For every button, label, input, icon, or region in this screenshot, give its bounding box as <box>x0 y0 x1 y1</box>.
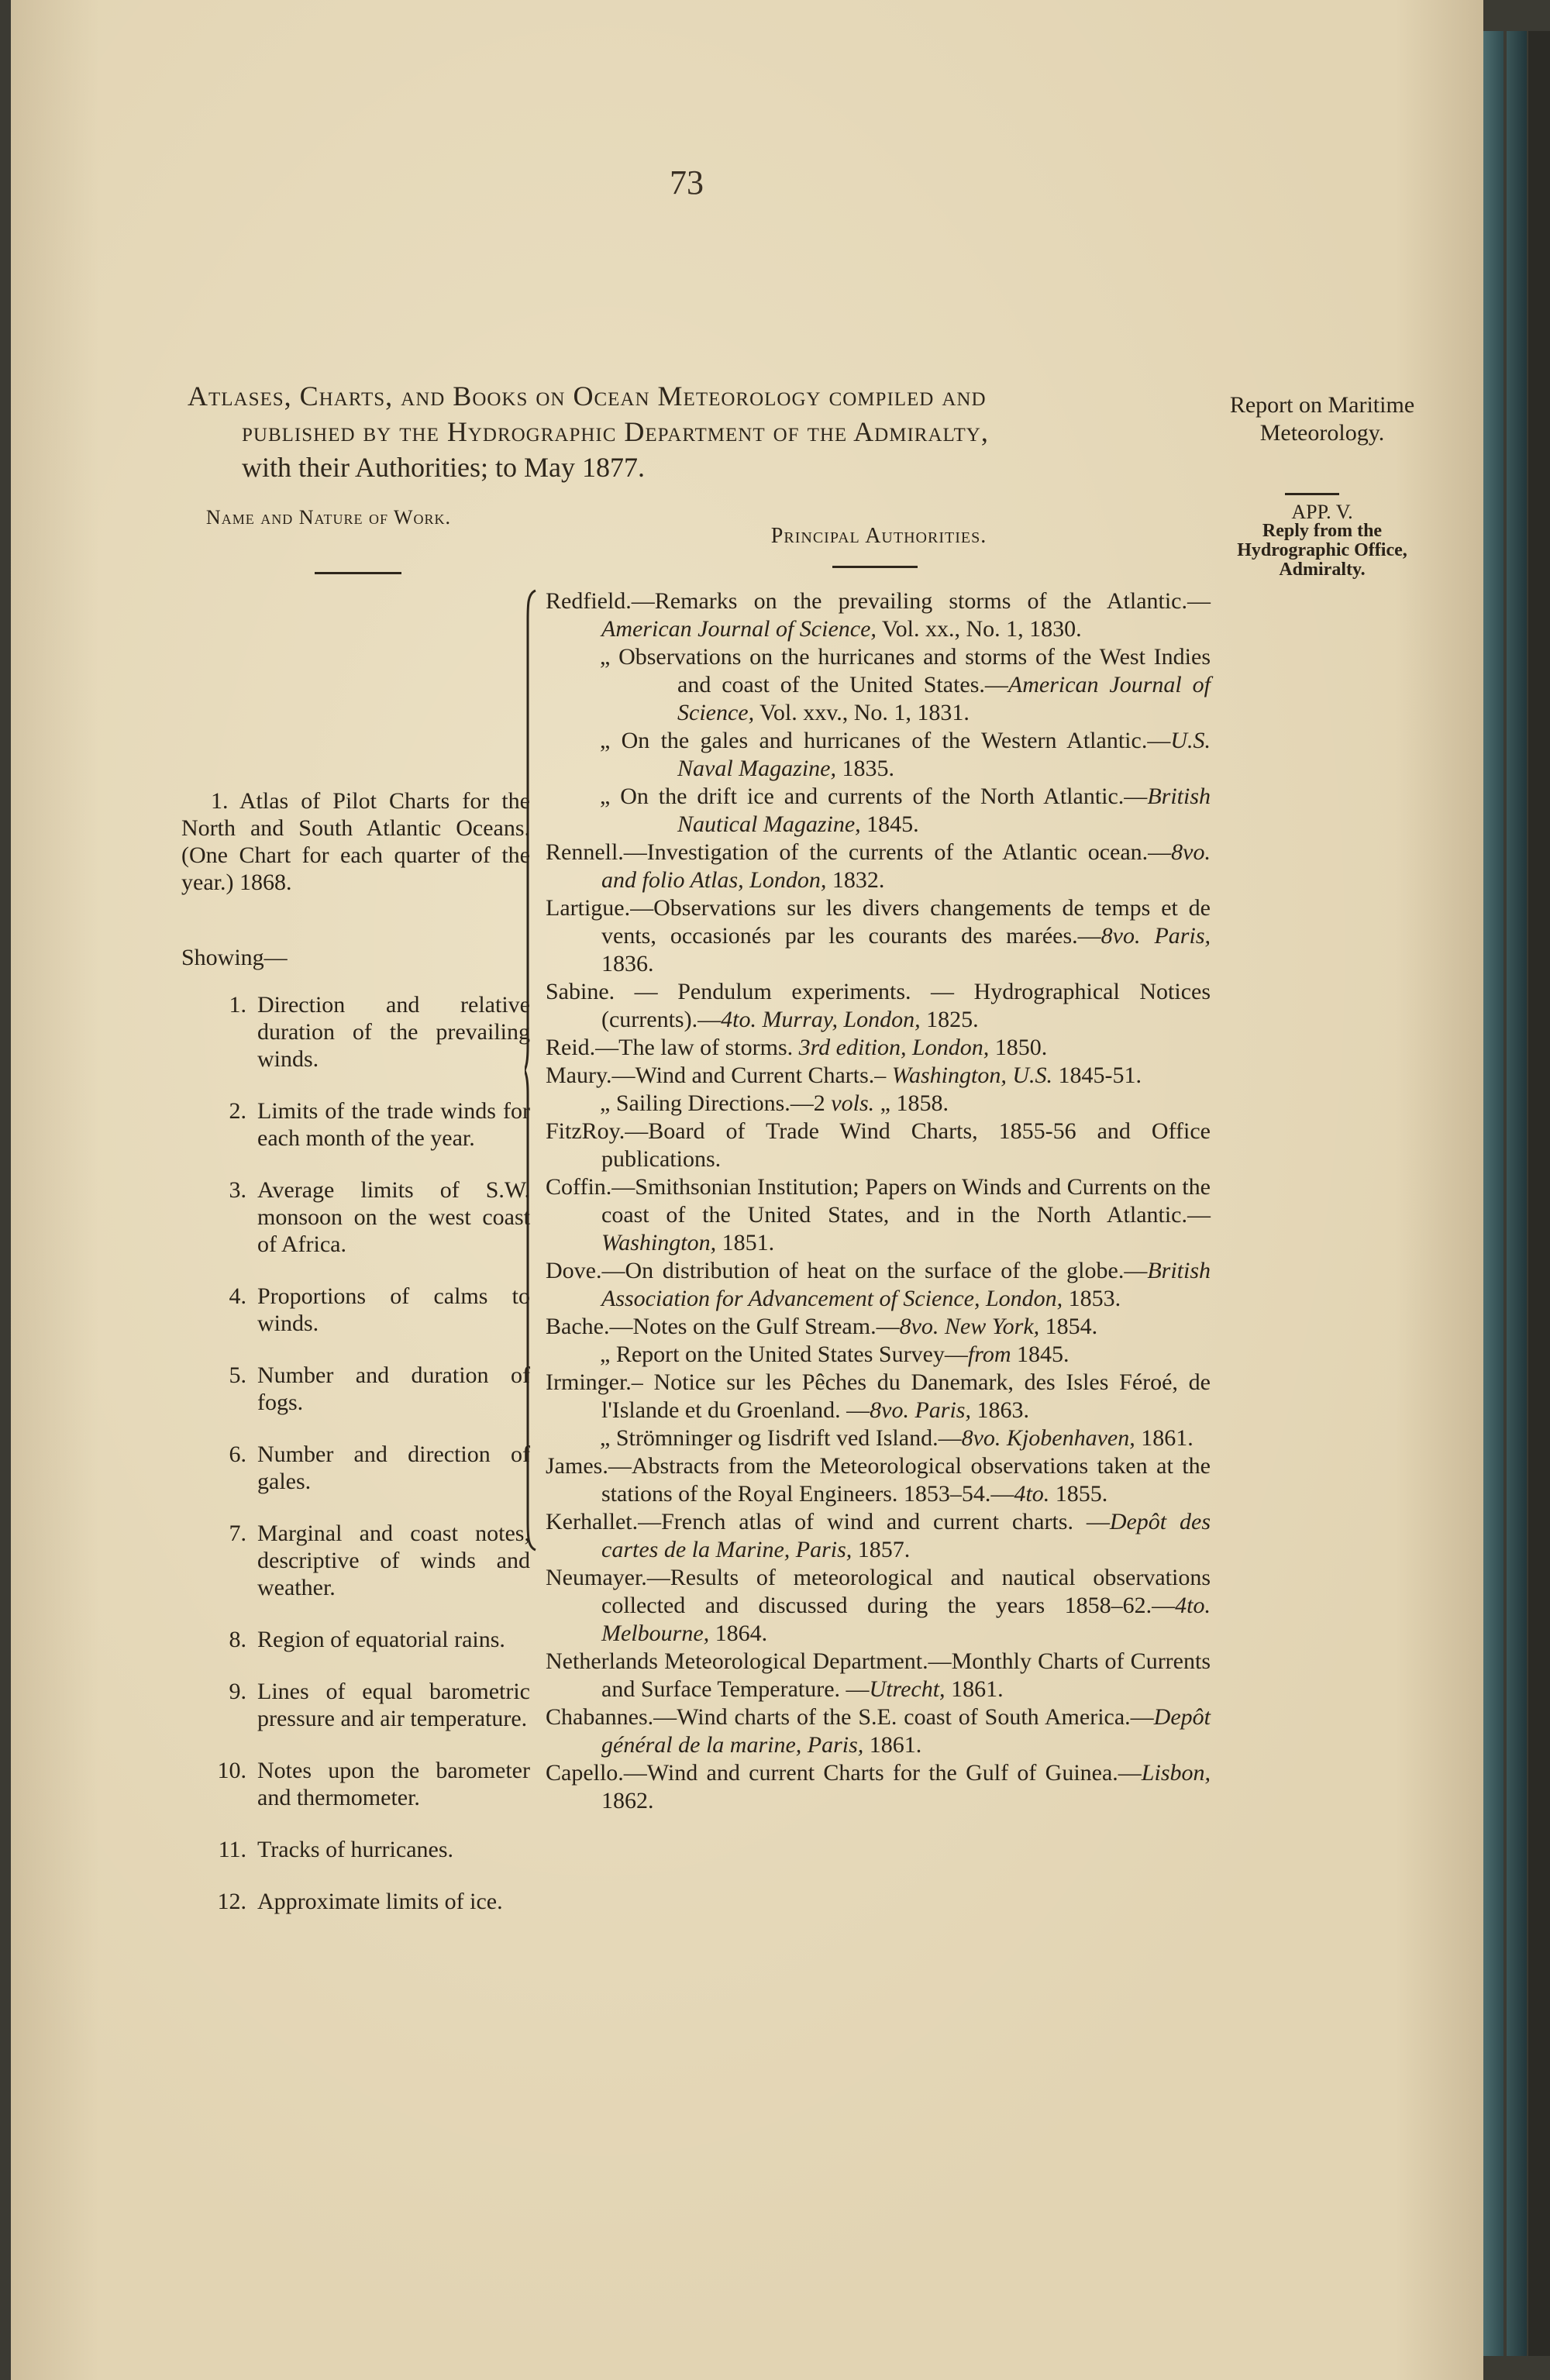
authority-text: Bache.—Notes on the Gulf Stream.— <box>546 1314 900 1339</box>
authority-entry <box>546 727 1211 783</box>
work-description: 1. Atlas of Pilot Charts for the North and South Atlantic Oceans. (One Chart for each quarter of the year.) 1868. <box>181 788 530 895</box>
authority-source: 8vo. New York, <box>899 1314 1040 1339</box>
authority-entry <box>546 839 1211 894</box>
authority-entry <box>546 783 1211 839</box>
authority-text: Kerhallet.—French atlas of wind and current charts. — <box>546 1509 1110 1534</box>
authority-text: Chabannes.—Wind charts of the S.E. coast of South America.— <box>546 1704 1154 1730</box>
authority-source: 4to. Melbourne, <box>601 1593 1211 1646</box>
authority-text: Netherlands Meteorological Department.—Monthly Charts of Currents and Surface Temperature. — <box>546 1648 1211 1702</box>
authority-text: Lartigue.—Observations sur les divers changements de temps et de vents, occasionés par les courants des marées.— <box>546 895 1211 949</box>
item-number: 9. <box>229 1679 246 1704</box>
authority-source: American Journal of Science, <box>601 616 877 642</box>
authority-source: 8vo. Kjobenhaven, <box>961 1425 1135 1451</box>
authority-source: U.S. Naval Magazine, <box>677 728 1211 781</box>
authority-date: 1851. <box>716 1230 775 1255</box>
authority-entry <box>546 978 1211 1034</box>
showing-label: Showing— <box>181 945 288 970</box>
book-edge <box>1528 31 1550 2356</box>
authority-date: 1861. <box>1135 1425 1194 1451</box>
authority-source: American Journal of Science, <box>677 672 1211 725</box>
authority-source: Depôt général de la marine, Paris, <box>601 1704 1211 1758</box>
book-page <box>11 0 1483 2380</box>
item-number: 5. <box>229 1362 246 1388</box>
item-text: Number and direction of gales. <box>257 1441 530 1494</box>
authority-source: 4to. Murray, London, <box>721 1007 921 1032</box>
left-column-header: Name and Nature of Work. <box>205 506 452 529</box>
authority-date: 1845-51. <box>1052 1063 1142 1088</box>
page-number: 73 <box>670 164 704 201</box>
work-column <box>181 787 530 1940</box>
right-column-header: Principal Authorities. <box>770 524 987 548</box>
authority-text: James.—Abstracts from the Meteorological observations taken at the stations of the Royal Engineers. 1853–54.— <box>546 1453 1211 1507</box>
authority-date: 1832. <box>826 867 885 893</box>
authority-source: Washington, <box>601 1230 717 1255</box>
item-text: Notes upon the barometer and thermometer. <box>257 1758 530 1810</box>
authority-text: „ On the drift ice and currents of the North Atlantic.— <box>600 784 1148 809</box>
authority-source: 8vo. Paris, <box>870 1397 971 1423</box>
authority-date: 1862. <box>601 1788 654 1813</box>
showing-item <box>181 1362 530 1416</box>
authority-entry <box>546 1341 1211 1369</box>
item-text: Tracks of hurricanes. <box>257 1837 453 1862</box>
authority-text: Irminger.– Notice sur les Pêches du Danemark, des Isles Féroé, de l'Islande et du Groenland. — <box>546 1369 1211 1423</box>
authority-date: 1855. <box>1049 1481 1108 1507</box>
margin-divider <box>1285 493 1339 495</box>
authority-date: 1861. <box>863 1732 922 1758</box>
showing-item <box>181 1626 530 1653</box>
appendix-label: APP. V. <box>1291 501 1353 523</box>
authority-source: 8vo. and folio Atlas, London, <box>601 839 1211 893</box>
authority-source: 4to. <box>1014 1481 1050 1507</box>
authority-entry <box>546 1452 1211 1508</box>
title-line-3: with their Authorities; to May 1877. <box>242 452 645 483</box>
authority-date: 1863. <box>970 1397 1029 1423</box>
authority-text: „ On the gales and hurricanes of the Western Atlantic.— <box>600 728 1171 753</box>
item-text: Approximate limits of ice. <box>257 1889 503 1914</box>
authority-text: „ Strömninger og Iisdrift ved Island.— <box>600 1425 962 1451</box>
authority-source: from <box>967 1342 1011 1367</box>
showing-item <box>181 1888 530 1915</box>
margin-appendix-note <box>1229 502 1415 580</box>
authority-entry <box>546 894 1211 978</box>
book-edge <box>1507 31 1527 2356</box>
book-edge <box>1483 31 1504 2356</box>
authority-text: Rennell.—Investigation of the currents of the Atlantic ocean.— <box>546 839 1172 865</box>
item-number: 12. <box>217 1889 246 1914</box>
authority-entry <box>546 1034 1211 1062</box>
authority-date: „ 1858. <box>874 1090 949 1116</box>
authority-source: British Association for Advancement of Science, London, <box>601 1258 1211 1311</box>
authority-date: 1864. <box>709 1621 768 1646</box>
authority-date: 1835. <box>835 756 894 781</box>
authority-source: British Nautical Magazine, <box>677 784 1211 837</box>
authority-entry <box>546 587 1211 643</box>
authority-entry <box>546 1648 1211 1703</box>
authority-source: Washington, U.S. <box>891 1063 1053 1088</box>
authority-source: 3rd edition, London, <box>798 1035 990 1060</box>
item-number: 2. <box>229 1098 246 1124</box>
authority-entry <box>546 1313 1211 1341</box>
authority-source: Depôt des cartes de la Marine, Paris, <box>601 1509 1211 1562</box>
right-header-rule <box>832 566 918 568</box>
authority-source: Utrecht, <box>869 1676 946 1702</box>
item-text: Lines of equal barometric pressure and air temperature. <box>257 1679 530 1731</box>
authority-entry <box>546 1090 1211 1118</box>
authority-date: Vol. xxv., No. 1, 1831. <box>754 700 970 725</box>
authority-source: 8vo. Paris, <box>1100 923 1211 949</box>
authority-date: 1857. <box>852 1537 911 1562</box>
authority-date: 1861. <box>945 1676 1004 1702</box>
authorities-column <box>546 587 1211 1815</box>
authority-entry <box>546 1703 1211 1759</box>
authority-text: Redfield.—Remarks on the prevailing storms of the Atlantic.— <box>546 588 1211 614</box>
authority-date: 1845. <box>860 811 919 837</box>
title-line-1: Atlases, Charts, and Books on Ocean Meteorology compiled and <box>188 381 987 412</box>
authority-entry <box>546 1564 1211 1648</box>
showing-item <box>181 991 530 1073</box>
item-number: 11. <box>218 1837 246 1862</box>
authority-date: 1836. <box>601 951 654 976</box>
authority-source: vols. <box>831 1090 875 1116</box>
showing-list <box>181 991 530 1915</box>
authority-text: Dove.—On distribution of heat on the surface of the globe.— <box>546 1258 1148 1283</box>
authority-text: Maury.—Wind and Current Charts.– <box>546 1063 892 1088</box>
page-title <box>188 378 1211 485</box>
showing-item <box>181 1757 530 1811</box>
authority-text: Reid.—The law of storms. <box>546 1035 799 1060</box>
authority-date: 1853. <box>1063 1286 1121 1311</box>
authority-text: FitzRoy.—Board of Trade Wind Charts, 1855-56 and Office publications. <box>546 1118 1211 1172</box>
margin-report-note: Report on Maritime Meteorology. <box>1229 392 1415 446</box>
authority-date: Vol. xx., No. 1, 1830. <box>876 616 1082 642</box>
item-text: Region of equatorial rains. <box>257 1627 505 1652</box>
authority-entry <box>546 1062 1211 1090</box>
authority-entry <box>546 1118 1211 1173</box>
showing-item <box>181 1176 530 1258</box>
item-text: Direction and relative duration of the prevailing winds. <box>257 992 530 1072</box>
authority-date: 1854. <box>1039 1314 1098 1339</box>
item-number: 10. <box>217 1758 246 1783</box>
item-text: Limits of the trade winds for each month of the year. <box>257 1098 530 1151</box>
authority-text: „ Observations on the hurricanes and storms of the West Indies and coast of the United States.— <box>600 644 1211 697</box>
item-number: 1. <box>229 992 246 1018</box>
authority-entry <box>546 1508 1211 1564</box>
authority-entry <box>546 1173 1211 1257</box>
authority-text: „ Report on the United States Survey— <box>600 1342 968 1367</box>
item-number: 4. <box>229 1283 246 1309</box>
showing-item <box>181 1097 530 1152</box>
authority-date: 1845. <box>1011 1342 1070 1367</box>
showing-item <box>181 1678 530 1732</box>
item-number: 8. <box>229 1627 246 1652</box>
showing-item <box>181 1520 530 1601</box>
authority-text: Capello.—Wind and current Charts for the Gulf of Guinea.— <box>546 1760 1142 1786</box>
authority-entry <box>546 1369 1211 1424</box>
showing-item <box>181 1283 530 1337</box>
left-header-rule <box>315 572 401 574</box>
item-number: 7. <box>229 1521 246 1546</box>
showing-item <box>181 1441 530 1495</box>
authority-date: 1850. <box>989 1035 1048 1060</box>
authority-entry <box>546 1424 1211 1452</box>
authority-text: Sabine. — Pendulum experiments. — Hydrographical Notices (currents).— <box>546 979 1211 1032</box>
reply-label: Reply from the Hydrographic Office, Admiralty. <box>1237 521 1407 580</box>
item-text: Average limits of S.W. monsoon on the west coast of Africa. <box>257 1177 530 1257</box>
item-number: 3. <box>229 1177 246 1203</box>
authority-entry <box>546 1257 1211 1313</box>
showing-item <box>181 1836 530 1863</box>
authority-text: Coffin.—Smithsonian Institution; Papers on Winds and Currents on the coast of the United States, and in the North Atlantic.— <box>546 1174 1211 1228</box>
title-line-2: published by the Hydrographic Department of the Admiralty, <box>242 416 989 447</box>
authority-text: „ Sailing Directions.—2 <box>600 1090 832 1116</box>
authority-entry <box>546 643 1211 727</box>
authority-source: Lisbon, <box>1141 1760 1211 1786</box>
authority-text: Neumayer.—Results of meteorological and nautical observations collected and discussed during the years 1858–62.— <box>546 1565 1211 1618</box>
item-text: Number and duration of fogs. <box>257 1362 530 1415</box>
authority-entry <box>546 1759 1211 1815</box>
item-text: Marginal and coast notes, descriptive of winds and weather. <box>257 1521 530 1600</box>
item-number: 6. <box>229 1441 246 1467</box>
authority-date: 1825. <box>920 1007 979 1032</box>
item-text: Proportions of calms to winds. <box>257 1283 530 1336</box>
